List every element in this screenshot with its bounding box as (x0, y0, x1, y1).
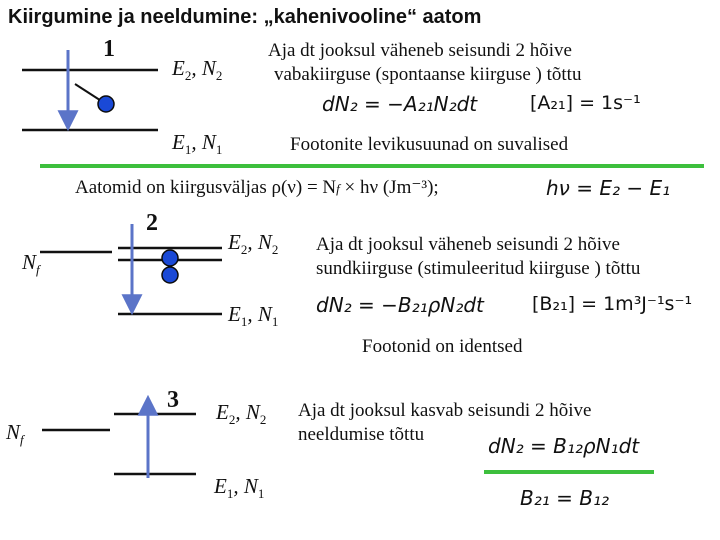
s2-number: 2 (146, 210, 158, 236)
s2-nf-label: $N_f$ (22, 250, 40, 278)
s3-upper-level-label: $E_2$, $N_2$ (216, 400, 267, 428)
s3-number: 3 (167, 387, 179, 413)
field-description: Aatomid on kiirgusväljas ρ(ν) = Nf × hν (Jm⁻³); (75, 177, 439, 198)
page-title: Kiirgumine ja neeldumine: „kahenivooline“ aatom (8, 6, 482, 28)
s2-description-line1: Aja dt jooksul väheneb seisundi 2 hõive (316, 234, 620, 255)
s3-description-line1: Aja dt jooksul kasvab seisundi 2 hõive (298, 400, 592, 421)
s1-description-line2: vabakiirguse (spontaanse kiirguse ) tõttu (274, 64, 582, 85)
s2-lower-level-label: $E_1$, $N_1$ (228, 302, 279, 330)
s1-atom-icon (98, 96, 114, 112)
field-text-tail: × hν (Jm⁻³); (344, 177, 439, 198)
s1-number: 1 (103, 36, 115, 62)
s1-lower-level-label: $E_1$, $N_1$ (172, 130, 223, 158)
s3-lower-level-label: $E_1$, $N_1$ (214, 474, 265, 502)
s1-note: Footonite levikusuunad on suvalised (290, 134, 569, 155)
s2-note: Footonid on identsed (362, 336, 523, 357)
field-text: Aatomid on kiirgusväljas ρ(ν) = N (75, 177, 337, 198)
photon-energy-equation: hν = E₂ − E₁ (546, 176, 671, 200)
s2-atom-icon-lower (162, 267, 178, 283)
s2-description-line2: sundkiirguse (stimuleeritud kiirguse ) tõttu (316, 258, 641, 279)
s1-equation: dN₂ = −A₂₁N₂dt (322, 92, 478, 116)
s1-unit: [A₂₁] = 1s⁻¹ (530, 92, 641, 114)
s2-atom-icon-upper (162, 250, 178, 266)
s2-equation: dN₂ = −B₂₁ρN₂dt (316, 293, 484, 317)
s1-upper-level-label: $E_2$, $N_2$ (172, 56, 223, 84)
einstein-relation: B₂₁ = B₁₂ (520, 486, 609, 510)
s2-unit: [B₂₁] = 1m³J⁻¹s⁻¹ (532, 293, 693, 315)
s3-description-line2: neeldumise tõttu (298, 424, 425, 445)
s1-description-line1: Aja dt jooksul väheneb seisundi 2 hõive (268, 40, 572, 61)
s2-upper-level-label: $E_2$, $N_2$ (228, 230, 279, 258)
s3-equation: dN₂ = B₁₂ρN₁dt (488, 434, 640, 458)
s3-nf-label: $N_f$ (6, 420, 24, 448)
